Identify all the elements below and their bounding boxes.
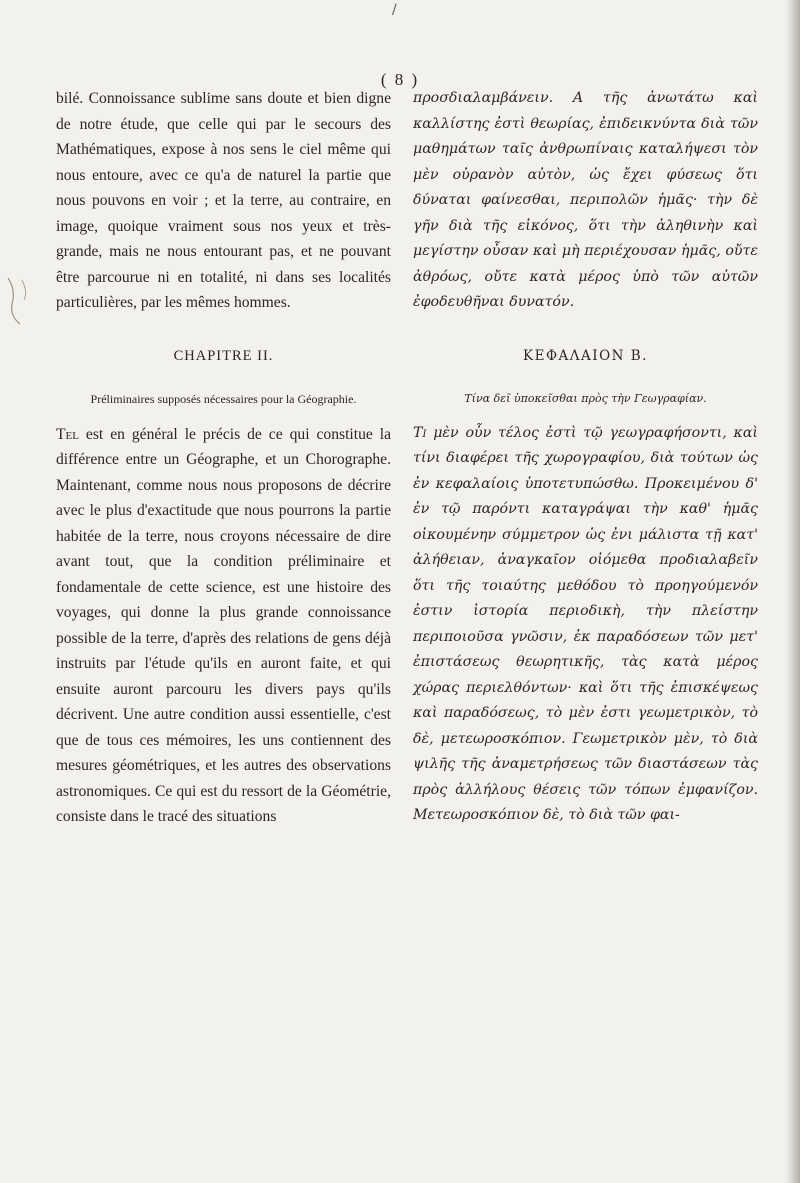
greek-chapter-subtitle: Τίνα δεῖ ὑποκεῖσθαι πρὸς τὴν Γεωγραφίαν. (464, 391, 707, 405)
greek-column (413, 86, 758, 829)
greek-body-text: μὲν οὖν τέλος ἐστὶ τῷ γεωγραφήσοντι, καὶ τίνι διαφέρει τῆς χωρογραφίου, διὰ τούτων ὡς ἐν κεφαλαίοις ὑποτετυπώσθω. Προκειμένου δ' ἐν τῷ παρόντι καταγράψαι τὴν καθ' ἡμᾶς οἰκουμένην σύμμετρον ὡς ἐνι μάλιστα τῇ κατ' ἀλήθειαν, ἀναγκαῖον οἰόμεθα προδιαλαβεῖν ὅτι τῆς τοιαύτης μεθόδου τὸ προηγούμενόν ἐστιν ἱστορία περιοδικὴ, τὴν πλείστην περιποιοῦσα γνῶσιν, ἐκ παραδόσεων τῶν μετ' ἐπιστάσεως θεωρητικῆς, τὰς κατὰ μέρος χώρας περιελθόντων· καὶ ὅτι τῆς ἐπισκέψεως καὶ παραδόσεως, τὸ μὲν ἐστι γεωμετρικὸν, τὸ δὲ, μετεωροσκόπιον. Γεωμετρικὸν μὲν, τὸ διὰ ψιλῆς τῆς ἀναμετρήσεως τῶν διαστάσεων τὰς πρὸς ἀλλήλους θέσεις τῶν τόπων ἐμφανίζον. Μετεωροσκόπιον δὲ, τὸ διὰ τῶν φαι- (413, 424, 758, 823)
greek-intro-paragraph: προσδιαλαμβάνειν. Α τῆς ἀνωτάτω καὶ καλλίστης ἐστὶ θεωρίας, ἐπιδεικνύντα διὰ τῶν μαθημάτων ταῖς ἀνθρωπίναις καταλήψεσι τὸν μὲν οὐρανὸν αὐτὸν, ὡς ἔχει φύσεως ὅτι δύναται φαίνεσθαι, περιπολῶν ἡμᾶς· τὴν δὲ γῆν διὰ τῆς εἰκόνος, ὅτι τὴν ἀληθινὴν καὶ μεγίστην οὖσαν καὶ μὴ περιέχουσαν ἡμᾶς, οὔτε ἀθρόως, οὔτε κατὰ μέρος ὑπὸ τῶν αὐτῶν ἐφοδευθῆναι δυνατόν. (413, 90, 758, 310)
french-chapter-heading: CHAPITRE II. (173, 347, 274, 364)
greek-dropcap: Τι (413, 424, 427, 441)
page-edge-shadow (786, 0, 800, 1183)
french-intro-paragraph: bilé. Connoissance sublime sans doute et bien digne de notre étude, que celle qui par le secours des Mathématiques, expose à nos sens le ciel même qui nous entoure, avec ce qu'a de naturel la partie que nous pouvons en voir ; et la terre, au contraire, en image, quoique vraiment sous nos yeux et très-grande, mais ne nous entourant pas, et ne pouvant être parcourue ni en totalité, ni dans ses localités particulières, par les mêmes hommes. (56, 90, 391, 311)
greek-body-paragraph (413, 421, 758, 829)
french-column (56, 86, 391, 830)
pencil-scribble-icon (2, 270, 50, 330)
margin-mark: / (392, 2, 397, 18)
french-dropcap: Tel (56, 425, 79, 443)
french-chapter-subtitle: Préliminaires supposés nécessaires pour la Géographie. (90, 391, 357, 406)
french-body-text: est en général le précis de ce qui constitue la différence entre un Géographe, et un Chorographe. Maintenant, comme nous nous proposons de décrire avec le plus d'exactitude que nous pourrons la partie habitée de la terre, nous croyons nécessaire de dire avant tout, que la condition préliminaire et fondamentale de cette science, est une histoire des voyages, qui donne la plus grande connoissance possible de la terre, d'après des relations de gens déjà instruits par l'étude qu'ils en auront faite, et qui ensuite auront parcouru les divers pays qu'ils décrivent. Une autre condition aussi essentielle, c'est que de tous ces mémoires, les uns contiennent des mesures géométriques, et les autres des observations astronomiques. Ce qui est du ressort de la Géométrie, consiste dans le tracé des situations (56, 425, 391, 825)
greek-chapter-heading: ΚΕΦΑΛΑΙΟΝ Β. (523, 347, 648, 364)
french-body-paragraph (56, 422, 391, 830)
page-number: ( 8 ) (380, 70, 420, 89)
